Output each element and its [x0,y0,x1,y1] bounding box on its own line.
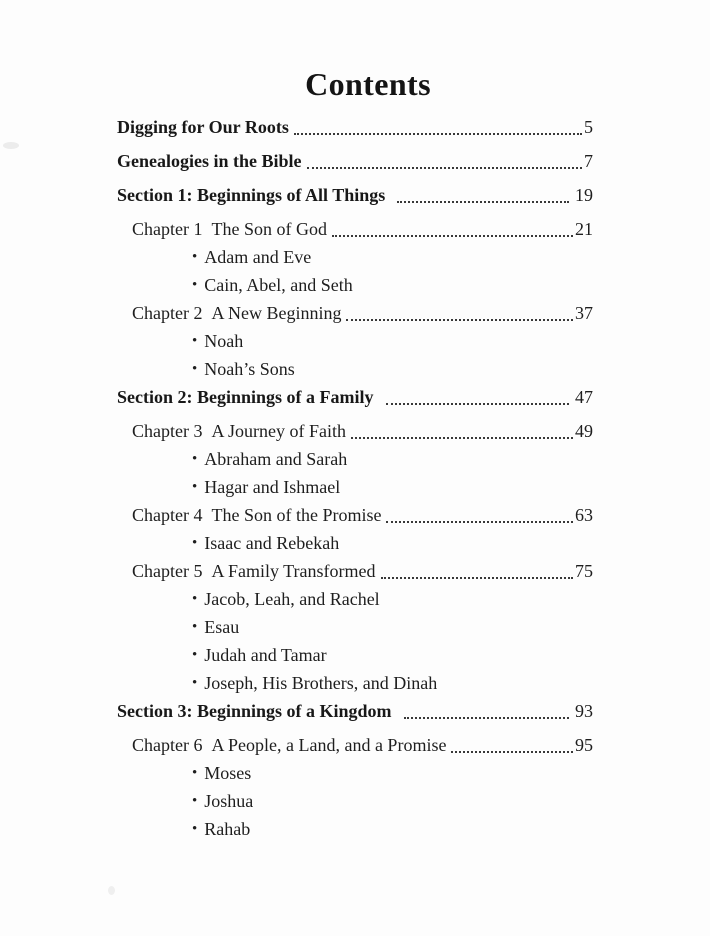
toc-entry-label: The Son of God [211,219,327,239]
dot-leader [381,577,574,579]
dot-leader [404,717,569,719]
chapter-number: Chapter 3 [132,421,203,441]
toc-entry-label: Section 3: Beginnings of a Kingdom [117,701,392,721]
toc-entry-label: The Son of the Promise [211,505,382,525]
bullet-icon: • [192,277,198,293]
bullet-icon: • [192,591,198,607]
chapter-number: Chapter 6 [132,735,203,755]
dot-leader [397,201,569,203]
toc-subtopic-label: Joseph, His Brothers, and Dinah [204,673,438,693]
chapter-number: Chapter 4 [132,505,203,525]
toc-subtopic [117,585,593,613]
toc-subtopic [117,473,593,501]
toc-subtopic-label: Adam and Eve [204,247,312,267]
page-number: 19 [575,185,593,205]
toc-entry-section [117,383,593,411]
toc-subtopic-label: Noah [204,331,244,351]
toc-subtopic-label: Esau [204,617,240,637]
toc-entry-label: Digging for Our Roots [117,117,289,137]
toc-subtopic-label: Noah’s Sons [204,359,295,379]
toc-list [117,113,593,843]
toc-subtopic [117,759,593,787]
toc-entry-top [117,147,593,175]
toc-subtopic [117,445,593,473]
page-number: 63 [575,505,593,525]
dot-leader [332,235,573,237]
toc-subtopic-label: Hagar and Ishmael [204,477,341,497]
chapter-number: Chapter 1 [132,219,203,239]
toc-subtopic-label: Isaac and Rebekah [204,533,340,553]
bullet-icon: • [192,451,198,467]
page-number: 93 [575,701,593,721]
dot-leader [386,521,573,523]
toc-entry-chapter [117,501,593,529]
toc-entry-label: A Journey of Faith [211,421,346,441]
toc-entry-top [117,113,593,141]
toc-entry-chapter [117,731,593,759]
dot-leader [294,133,582,135]
toc-entry-label: A People, a Land, and a Promise [211,735,447,755]
dot-leader [386,403,569,405]
toc-subtopic [117,787,593,815]
toc-entry-chapter [117,557,593,585]
toc-subtopic [117,271,593,299]
scan-artifact [3,142,19,149]
page-number: 47 [575,387,593,407]
page-number: 7 [584,151,593,171]
page-number: 49 [575,421,593,441]
toc-subtopic [117,355,593,383]
page-number: 95 [575,735,593,755]
page-number: 5 [584,117,593,137]
toc-entry-chapter [117,215,593,243]
bullet-icon: • [192,821,198,837]
toc-subtopic [117,243,593,271]
chapter-number: Chapter 5 [132,561,203,581]
toc-entry-label: A Family Transformed [211,561,376,581]
bullet-icon: • [192,249,198,265]
toc-subtopic-label: Cain, Abel, and Seth [204,275,353,295]
bullet-icon: • [192,333,198,349]
toc-subtopic [117,613,593,641]
toc-entry-chapter [117,299,593,327]
toc-entry-label: Section 1: Beginnings of All Things [117,185,386,205]
page-number: 21 [575,219,593,239]
bullet-icon: • [192,479,198,495]
toc-subtopic-label: Abraham and Sarah [204,449,348,469]
page-number: 75 [575,561,593,581]
toc-entry-section [117,181,593,209]
toc-entry-section [117,697,593,725]
toc-subtopic-label: Judah and Tamar [204,645,327,665]
dot-leader [307,167,583,169]
toc-subtopic [117,529,593,557]
page-title: Contents [305,66,431,102]
bullet-icon: • [192,619,198,635]
toc-entry-label: Genealogies in the Bible [117,151,302,171]
bullet-icon: • [192,361,198,377]
toc-subtopic [117,669,593,697]
toc-subtopic-label: Jacob, Leah, and Rachel [204,589,380,609]
toc-entry-chapter [117,417,593,445]
bullet-icon: • [192,647,198,663]
toc-subtopic [117,815,593,843]
toc-entry-label: A New Beginning [211,303,342,323]
dot-leader [451,751,573,753]
toc-subtopic-label: Joshua [204,791,254,811]
toc-subtopic [117,641,593,669]
toc-subtopic [117,327,593,355]
page-number: 37 [575,303,593,323]
dot-leader [346,319,573,321]
bullet-icon: • [192,765,198,781]
chapter-number: Chapter 2 [132,303,203,323]
toc-subtopic-label: Moses [204,763,252,783]
scan-artifact [108,886,115,895]
bullet-icon: • [192,793,198,809]
toc-subtopic-label: Rahab [204,819,251,839]
toc-entry-label: Section 2: Beginnings of a Family [117,387,374,407]
bullet-icon: • [192,675,198,691]
dot-leader [351,437,573,439]
bullet-icon: • [192,535,198,551]
